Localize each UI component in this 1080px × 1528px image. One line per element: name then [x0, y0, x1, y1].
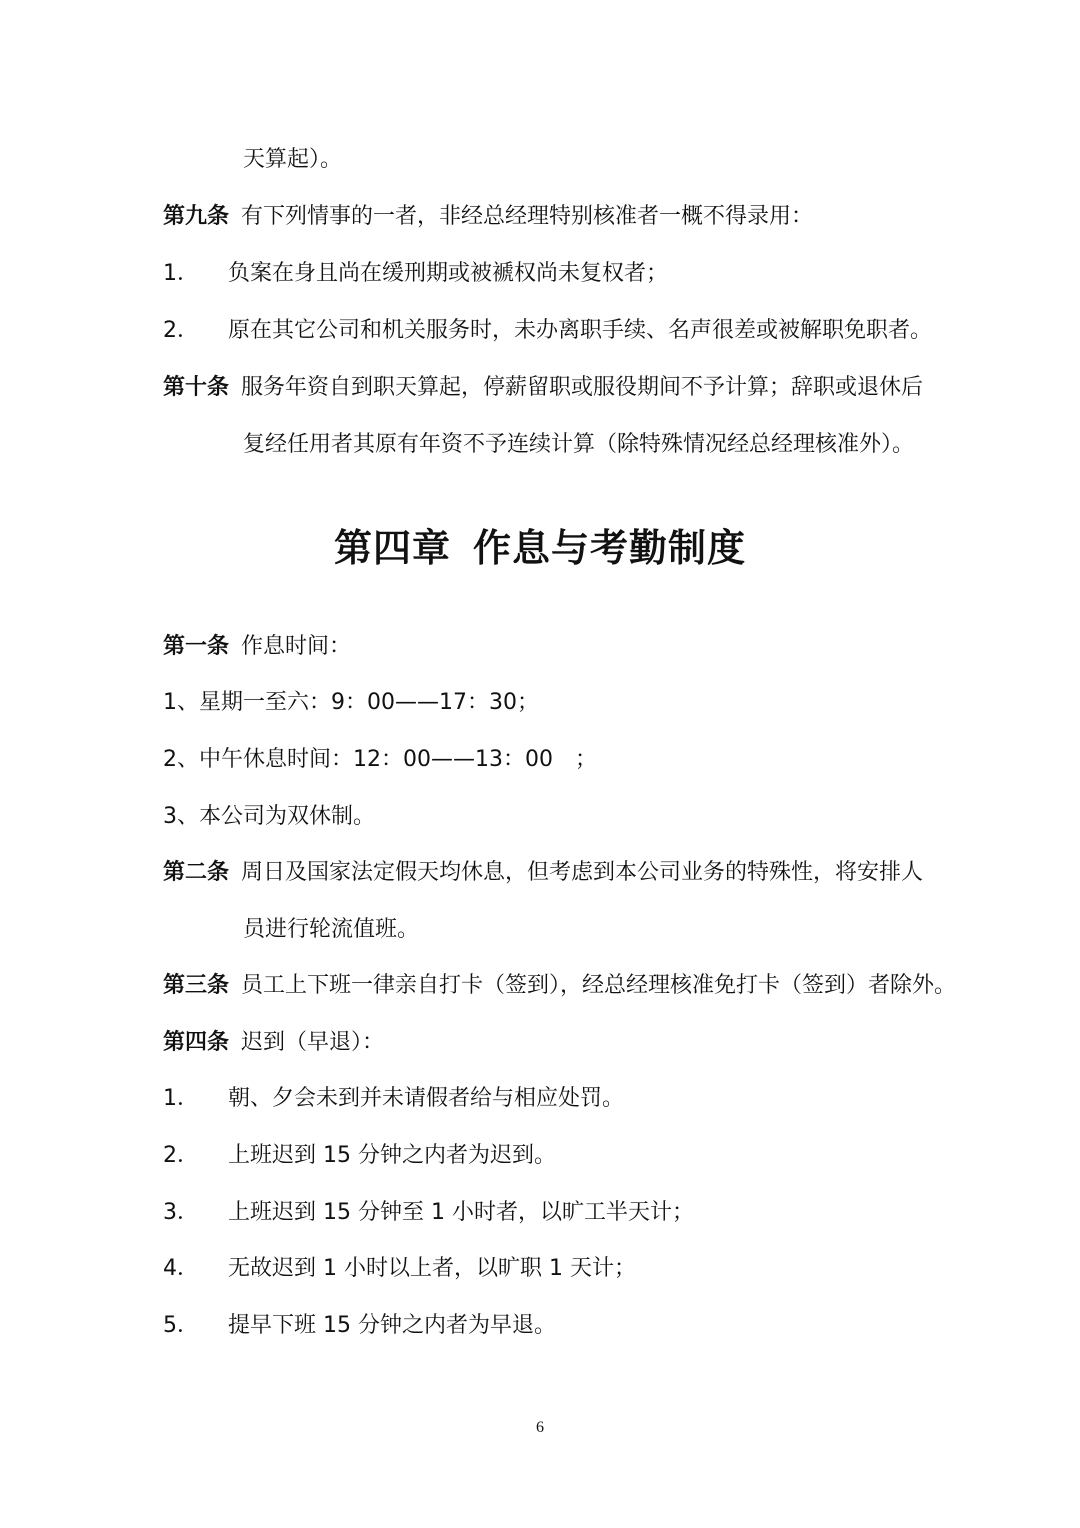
article-9-text: 有下列情事的一者，非经总经理特别核准者一概不得录用： [241, 204, 814, 229]
item-text: 上班迟到 15 分钟至 1 小时者，以旷工半天计； [228, 1200, 694, 1225]
chapter-number: 第四章 [333, 526, 451, 570]
chapter-heading [0, 524, 1080, 572]
article-10 [163, 372, 923, 404]
ch4-article-4-text: 迟到（早退）： [241, 1030, 385, 1055]
item-number: 2． [163, 1143, 199, 1168]
ch4-article-4-item-2 [163, 1140, 556, 1172]
ch4-article-4-label: 第四条 [163, 1030, 230, 1055]
continuation-text: 天算起）。 [243, 147, 343, 172]
article-9 [163, 201, 813, 233]
continuation-line [243, 144, 342, 176]
item-text: 朝、夕会未到并未请假者给与相应处罚。 [228, 1086, 625, 1111]
article-10-continuation [243, 429, 914, 461]
ch4-article-3-text: 员工上下班一律亲自打卡（签到），经总经理核准免打卡（签到）者除外。 [241, 973, 957, 998]
ch4-article-1 [163, 631, 351, 663]
article-9-item-1 [163, 258, 668, 290]
ch4-article-4-item-4 [163, 1253, 636, 1285]
page-number: 6 [536, 1419, 544, 1436]
ch4-article-1-label: 第一条 [163, 634, 230, 659]
ch4-article-2-text-line1: 周日及国家法定假天均休息，但考虑到本公司业务的特殊性，将安排人 [241, 860, 924, 885]
item-number: 3． [163, 1200, 199, 1225]
ch4-article-1-item-3 [163, 801, 375, 833]
ch4-article-4-item-5 [163, 1310, 556, 1342]
item-text: 3、本公司为双休制。 [163, 804, 375, 829]
ch4-article-4-item-3 [163, 1197, 694, 1229]
item-text: 1、星期一至六：9：00——17：30； [163, 690, 539, 715]
ch4-article-2 [163, 857, 923, 889]
ch4-article-1-item-2 [163, 744, 597, 776]
item-number: 2． [163, 318, 199, 343]
ch4-article-4 [163, 1027, 384, 1059]
ch4-article-4-item-1 [163, 1083, 624, 1115]
ch4-article-1-text: 作息时间： [241, 634, 352, 659]
item-text: 2、中午休息时间：12：00——13：00 ； [163, 747, 597, 772]
article-10-label: 第十条 [163, 375, 230, 400]
ch4-article-3 [163, 970, 956, 1002]
item-text: 无故迟到 1 小时以上者，以旷职 1 天计； [228, 1256, 636, 1281]
article-10-text-line2: 复经任用者其原有年资不予连续计算（除特殊情况经总经理核准外）。 [243, 432, 915, 457]
item-number: 5． [163, 1313, 199, 1338]
article-9-label: 第九条 [163, 204, 230, 229]
item-number: 1． [163, 261, 199, 286]
article-9-item-2 [163, 315, 932, 347]
ch4-article-2-label: 第二条 [163, 860, 230, 885]
item-number: 4． [163, 1256, 199, 1281]
item-text: 原在其它公司和机关服务时，未办离职手续、名声很差或被解职免职者。 [228, 318, 933, 343]
ch4-article-3-label: 第三条 [163, 973, 230, 998]
ch4-article-1-item-1 [163, 687, 539, 719]
item-text: 负案在身且尚在缓刑期或被褫权尚未复权者； [228, 261, 669, 286]
item-number: 1． [163, 1086, 199, 1111]
item-text: 提早下班 15 分钟之内者为早退。 [228, 1313, 556, 1338]
chapter-title: 作息与考勤制度 [473, 526, 747, 570]
ch4-article-2-text-line2: 员进行轮流值班。 [243, 917, 420, 942]
item-text: 上班迟到 15 分钟之内者为迟到。 [228, 1143, 556, 1168]
article-10-text-line1: 服务年资自到职天算起，停薪留职或服役期间不予计算；辞职或退休后 [241, 375, 924, 400]
ch4-article-2-continuation [243, 914, 419, 946]
